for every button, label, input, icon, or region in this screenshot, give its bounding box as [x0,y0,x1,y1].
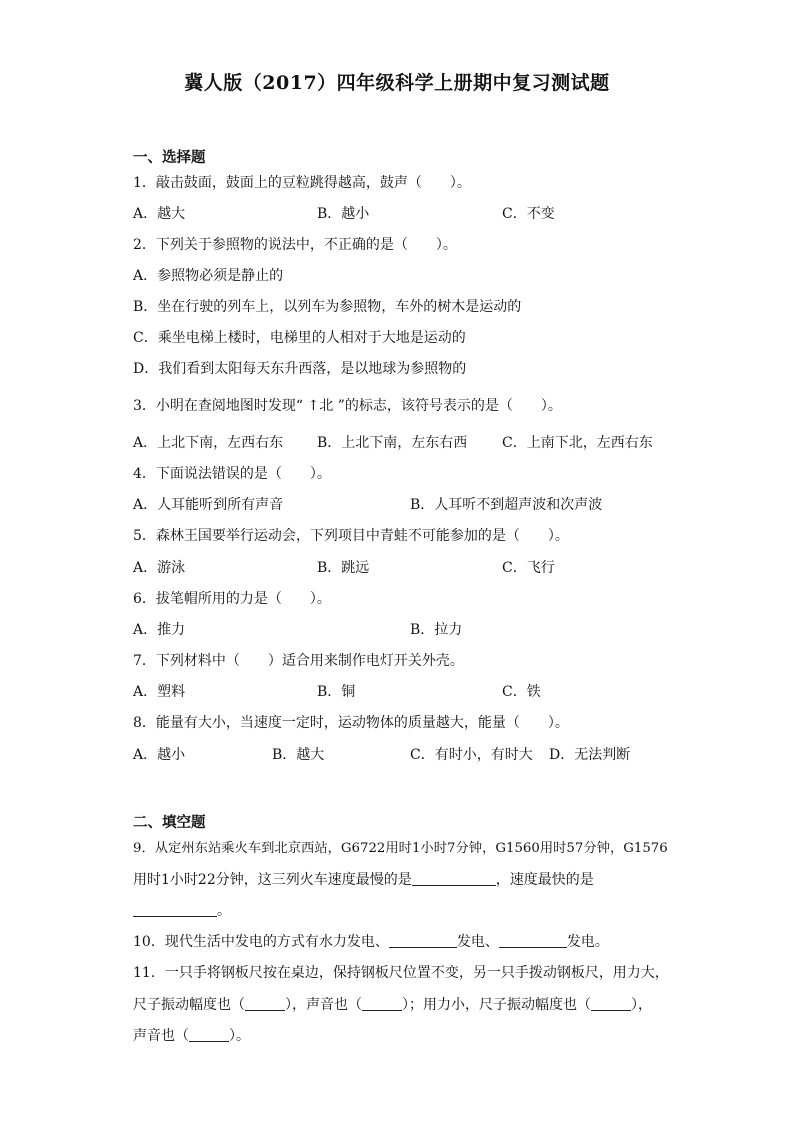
q3-option-b: B．上北下南，左东右西 [317,435,468,451]
q10-text-a: 10．现代生活中发电的方式有水力发电、 [133,934,389,950]
q10-text-c: 发电。 [566,934,609,950]
q11-blank-4 [189,1027,229,1042]
q2-option-b: B．坐在行驶的列车上，以列车为参照物，车外的树木是运动的 [133,299,522,315]
section-fill-in-blank: 二、填空题 [133,814,206,831]
question-3: 3．小明在查阅地图时发现“ ↑北 ”的标志，该符号表示的是（ ）。 [133,398,562,414]
q9-blank-slowest [412,871,496,886]
question-4: 4．下面说法错误的是（ ）。 [133,466,331,482]
question-2: 2．下列关于参照物的说法中，不正确的是（ ）。 [133,237,457,253]
q6-option-b: B．拉力 [410,622,463,638]
question-11-line-1: 11．一只手将钢板尺按在桌边，保持钢板尺位置不变，另一只手拨动钢板尺，用力大， [133,965,669,981]
q1-option-b: B．越小 [317,206,370,222]
q8-option-b: B．越大 [272,747,325,763]
q3-option-c: C．上南下北，左西右东 [502,435,653,451]
question-10 [133,931,609,951]
q11-text-b: ），声音也（ [285,997,362,1013]
q5-option-c: C．飞行 [502,560,555,576]
q9-text-end: 。 [217,903,231,919]
q11-text-c: ）；用力小，尺子振动幅度也（ [402,997,591,1013]
q9-text-a: 用时1小时22分钟，这三列火车速度最慢的是 [133,872,412,888]
q4-option-b: B．人耳听不到超声波和次声波 [410,497,603,513]
q10-blank-1 [389,933,457,948]
question-9-line-3 [133,900,231,920]
q2-option-c: C．乘坐电梯上楼时，电梯里的人相对于大地是运动的 [133,330,466,346]
q9-text-b: ，速度最快的是 [495,872,594,888]
question-11-line-2 [133,994,652,1014]
q8-option-a: A．越小 [133,747,186,763]
q3-option-a: A．上北下南，左西右东 [133,435,284,451]
question-9-line-1: 9．从定州东站乘火车到北京西站，G6722用时1小时7分钟，G1560用时57分钟，G1576 [133,841,668,856]
q7-option-a: A．塑料 [133,684,186,700]
q11-text-d: ）， [631,997,652,1013]
q11-blank-3 [591,996,631,1011]
question-11-line-3 [133,1025,250,1045]
section-multiple-choice: 一、选择题 [133,149,206,166]
q5-option-b: B．跳远 [317,560,370,576]
q5-option-a: A．游泳 [133,560,186,576]
question-6: 6．拔笔帽所用的力是（ ）。 [133,591,331,607]
q8-option-d: D．无法判断 [549,747,631,763]
q10-text-b: 发电、 [456,934,499,950]
question-5: 5．森林王国要举行运动会，下列项目中青蛙不可能参加的是（ ）。 [133,528,569,544]
q9-blank-fastest [133,902,217,917]
q8-option-c: C．有时小，有时大 [410,747,533,763]
q2-option-a: A．参照物必须是静止的 [133,268,284,284]
q1-option-a: A．越大 [133,206,186,222]
q6-option-a: A．推力 [133,622,186,638]
q1-option-c: C．不变 [502,206,555,222]
q11-blank-1 [245,996,285,1011]
q11-text-f: ）。 [229,1028,250,1044]
q7-option-b: B．铜 [317,684,356,700]
q7-option-c: C．铁 [502,684,541,700]
question-7: 7．下列材料中（ ）适合用来制作电灯开关外壳。 [133,653,464,669]
question-8: 8．能量有大小，当速度一定时，运动物体的质量越大，能量（ ）。 [133,715,569,731]
question-9-line-2 [133,869,594,889]
q11-blank-2 [362,996,402,1011]
q11-text-a: 尺子振动幅度也（ [133,997,245,1013]
q11-text-e: 声音也（ [133,1028,189,1044]
question-1: 1．敲击鼓面，鼓面上的豆粒跳得越高，鼓声（ ）。 [133,175,471,191]
q4-option-a: A．人耳能听到所有声音 [133,497,284,513]
page-title: 冀人版（2017）四年级科学上册期中复习测试题 [184,72,610,94]
q2-option-d: D．我们看到太阳每天东升西落，是以地球为参照物的 [133,361,467,377]
q10-blank-2 [499,933,567,948]
